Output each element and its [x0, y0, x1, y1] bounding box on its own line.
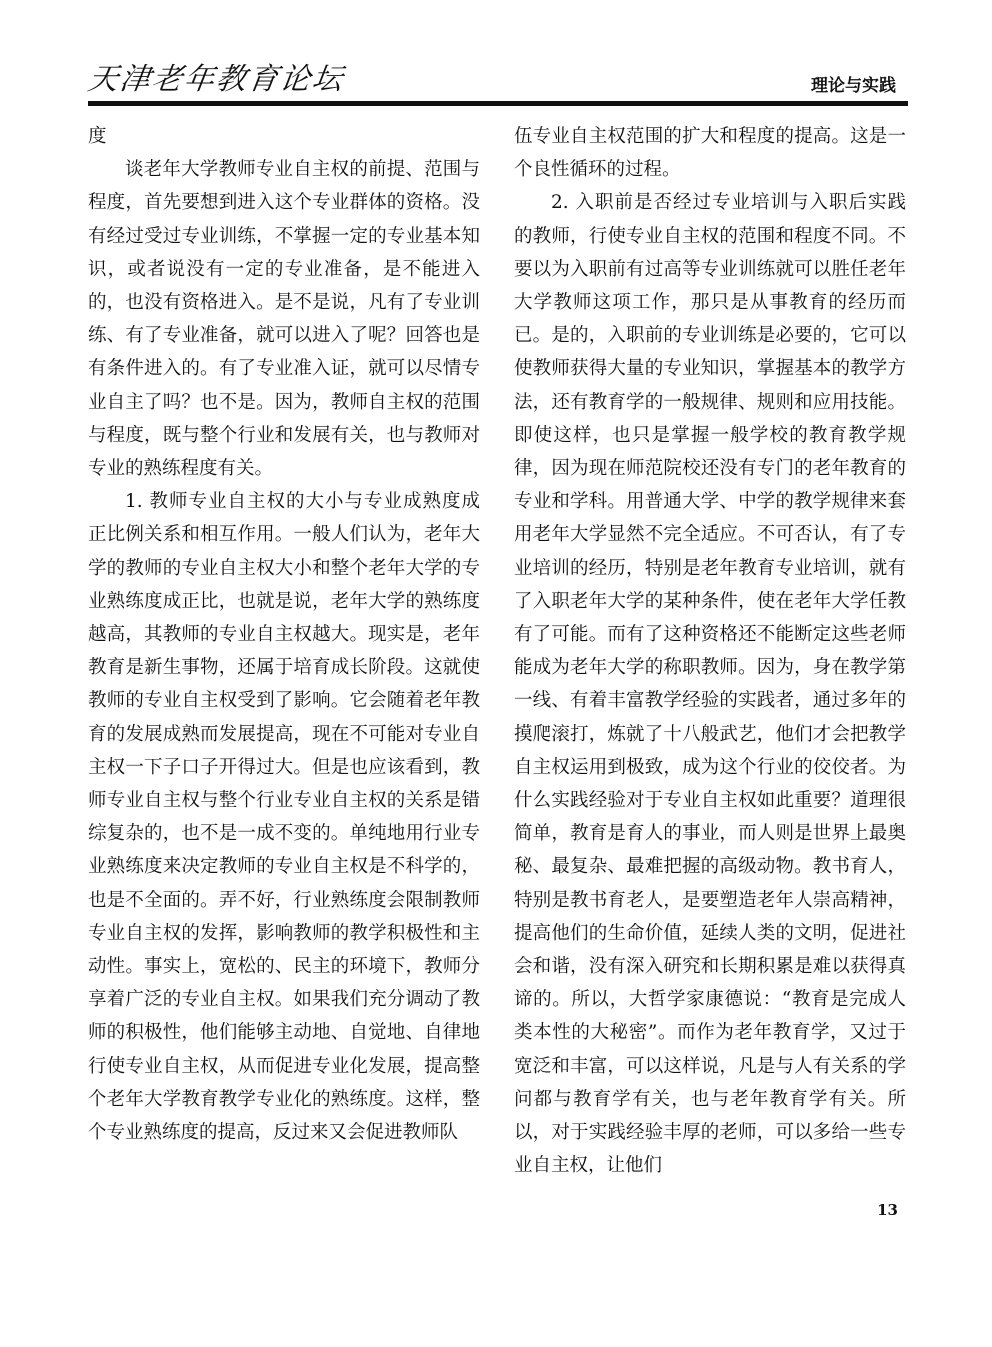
paragraph-point-1: 1. 教师专业自主权的大小与专业成熟度成正比例关系和相互作用。一般人们认为，老年大学的教师的专业自主权大小和整个老年大学的专业熟练度成正比，也就是说，老年大学的熟练度越高，其教师的专业自主权越大。现实是，老年教育是新生事物，还属于培育成长阶段。这就使教师的专业自主权受到了影响。它会随着老年教育的发展成熟而发展提高，现在不可能对专业自主权一下子口子开得过大。但是也应该看到，教师专业自主权与整个行业专业自主权的关系是错综复杂的，也不是一成不变的。单纯地用行业专业熟练度来决定教师的专业自主权是不科学的，也是不全面的。弄不好，行业熟练度会限制教师专业自主权的发挥，影响教师的教学积极性和主动性。事实上，宽松的、民主的环境下，教师分享着广泛的专业自主权。如果我们充分调动了教师的积极性，他们能够主动地、自觉地、自律地行使专业自主权，从而促进专业化发展，提高整个老年大学教育教学专业化的熟练度。这样，整个专业熟练度的提高，反过来又会促进教师队	[88, 491, 480, 1144]
paragraph-continuation: 伍专业自主权范围的扩大和程度的提高。这是一个良性循环的过程。	[514, 126, 906, 181]
left-column	[88, 120, 480, 1149]
paragraph-point-2: 2. 入职前是否经过专业培训与入职后实践的教师，行使专业自主权的范围和程度不同。不要以为入职前有过高等专业训练就可以胜任老年大学教师这项工作，那只是从事教育的经历而已。是的，入职前的专业训练是必要的，它可以使教师获得大量的专业知识，掌握基本的教学方法，还有教育学的一般规律、规则和应用技能。即使这样，也只是掌握一般学校的教育教学规律，因为现在师范院校还没有专门的老年教育的专业和学科。用普通大学、中学的教学规律来套用老年大学显然不完全适应。不可否认，有了专业培训的经历，特别是老年教育专业培训，就有了入职老年大学的某种条件，使在老年大学任教有了可能。而有了这种资格还不能断定这些老师能成为老年大学的称职教师。因为，身在教学第一线、有着丰富教学经验的实践者，通过多年的摸爬滚打，炼就了十八般武艺，他们才会把教学自主权运用到极致，成为这个行业的佼佼者。为什么实践经验对于专业自主权如此重要？道理很简单，教育是育人的事业，而人则是世界上最奥秘、最复杂、最难把握的高级动物。教书育人，特别是教书育老人，是要塑造老年人崇高精神，提高他们的生命价值，延续人类的文明，促进社会和谐，没有深入研究和长期积累是难以获得真谛的。所以，大哲学家康德说：“教育是完成人类本性的大秘密”。而作为老年教育学，又过于宽泛和丰富，可以这样说，凡是与人有关系的学问都与教育学有关，也与老年教育学有关。所以，对于实践经验丰厚的老师，可以多给一些专业自主权，让他们	[514, 192, 906, 1177]
journal-title-logo: 天津老年教育论坛	[85, 62, 347, 97]
section-title: 理论与实践	[811, 76, 896, 96]
right-column	[514, 120, 906, 1183]
paragraph: 谈老年大学教师专业自主权的前提、范围与程度，首先要想到进入这个专业群体的资格。没有经过受过专业训练，不掌握一定的专业基本知识，或者说没有一定的专业准备，是不能进入的，也没有资格进入。是不是说，凡有了专业训练、有了专业准备，就可以进入了呢？回答也是有条件进入的。有了专业准入证，就可以尽情专业自主了吗？也不是。因为，教师自主权的范围与程度，既与整个行业和发展有关，也与教师对专业的熟练程度有关。	[88, 159, 480, 480]
header-divider	[88, 101, 908, 106]
paragraph-continuation: 度	[88, 126, 107, 147]
page-number: 13	[877, 1201, 898, 1219]
